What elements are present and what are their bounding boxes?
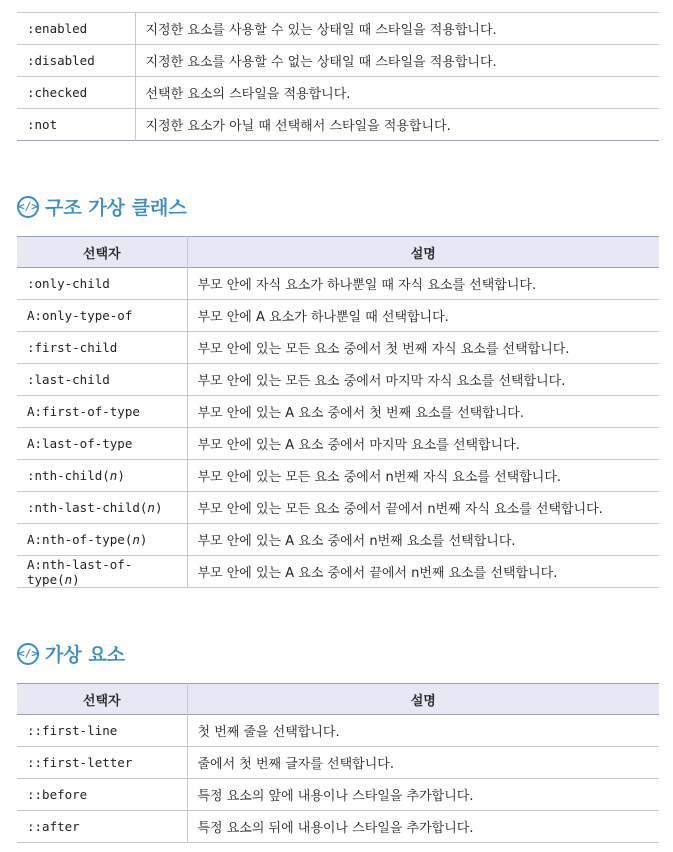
structural-pseudo-class-table	[17, 236, 659, 588]
description-cell: 지정한 요소를 사용할 수 없는 상태일 때 스타일을 적용합니다.	[145, 55, 497, 70]
table-row	[17, 332, 659, 364]
table-row	[17, 715, 659, 747]
selector-cell: A:nth-of-type(n)	[17, 524, 187, 556]
table-row	[17, 556, 659, 588]
header-selector: 선택자	[17, 684, 187, 715]
selector-cell: ::first-line	[17, 715, 187, 747]
section-title: 가상 요소	[45, 644, 126, 666]
description-cell: 부모 안에 있는 A 요소 중에서 첫 번째 요소를 선택합니다.	[197, 406, 524, 421]
code-icon: </>	[17, 196, 39, 218]
table-row	[17, 109, 659, 141]
state-pseudo-class-table	[17, 12, 659, 141]
description-cell: 부모 안에 있는 모든 요소 중에서 끝에서 n번째 자식 요소를 선택합니다.	[197, 502, 603, 517]
pseudo-element-table	[17, 683, 659, 843]
code-icon: </>	[17, 643, 39, 665]
selector-cell: ::after	[17, 811, 187, 843]
description-cell: 지정한 요소가 아닐 때 선택해서 스타일을 적용합니다.	[145, 119, 451, 134]
table-row	[17, 492, 659, 524]
description-cell: 특정 요소의 뒤에 내용이나 스타일을 추가합니다.	[197, 821, 474, 836]
table-row	[17, 396, 659, 428]
description-cell: 줄에서 첫 번째 글자를 선택합니다.	[197, 757, 394, 772]
table-header-row	[17, 684, 659, 715]
selector-cell: :not	[17, 109, 135, 141]
table-row	[17, 268, 659, 300]
header-description: 설명	[187, 237, 659, 268]
section-title: 구조 가상 클래스	[45, 197, 187, 219]
description-cell: 부모 안에 있는 모든 요소 중에서 마지막 자식 요소를 선택합니다.	[197, 374, 566, 389]
selector-cell: A:first-of-type	[17, 396, 187, 428]
description-cell: 부모 안에 자식 요소가 하나뿐일 때 자식 요소를 선택합니다.	[197, 278, 537, 293]
table-row	[17, 811, 659, 843]
selector-cell: :only-child	[17, 268, 187, 300]
table-row	[17, 45, 659, 77]
description-cell: 지정한 요소를 사용할 수 있는 상태일 때 스타일을 적용합니다.	[145, 23, 497, 38]
table-row	[17, 300, 659, 332]
selector-cell: A:last-of-type	[17, 428, 187, 460]
description-cell: 특정 요소의 앞에 내용이나 스타일을 추가합니다.	[197, 789, 474, 804]
selector-cell: ::before	[17, 779, 187, 811]
selector-cell: :last-child	[17, 364, 187, 396]
selector-cell: :first-child	[17, 332, 187, 364]
description-cell: 부모 안에 있는 모든 요소 중에서 첫 번째 자식 요소를 선택합니다.	[197, 342, 570, 357]
selector-cell: :nth-last-child(n)	[17, 492, 187, 524]
selector-cell: :checked	[17, 77, 135, 109]
selector-cell: :enabled	[17, 13, 135, 45]
table-row	[17, 524, 659, 556]
description-cell: 부모 안에 있는 A 요소 중에서 n번째 요소를 선택합니다.	[197, 534, 516, 549]
header-description: 설명	[187, 684, 659, 715]
table-row	[17, 460, 659, 492]
selector-cell: ::first-letter	[17, 747, 187, 779]
table-row	[17, 77, 659, 109]
table-row	[17, 13, 659, 45]
pseudo-element-heading	[17, 640, 125, 667]
description-cell: 부모 안에 있는 A 요소 중에서 마지막 요소를 선택합니다.	[197, 438, 520, 453]
table-row	[17, 747, 659, 779]
table-row	[17, 779, 659, 811]
header-selector: 선택자	[17, 237, 187, 268]
table-row	[17, 428, 659, 460]
structural-pseudo-class-heading	[17, 193, 187, 220]
table-header-row	[17, 237, 659, 268]
description-cell: 부모 안에 A 요소가 하나뿐일 때 선택합니다.	[197, 310, 449, 325]
description-cell: 부모 안에 있는 A 요소 중에서 끝에서 n번째 요소를 선택합니다.	[197, 566, 558, 581]
table-row	[17, 364, 659, 396]
selector-cell: A:only-type-of	[17, 300, 187, 332]
selector-cell: A:nth-last-of-type(n)	[17, 556, 187, 588]
description-cell: 부모 안에 있는 모든 요소 중에서 n번째 자식 요소를 선택합니다.	[197, 470, 562, 485]
description-cell: 첫 번째 줄을 선택합니다.	[197, 725, 340, 740]
description-cell: 선택한 요소의 스타일을 적용합니다.	[145, 87, 351, 102]
selector-cell: :nth-child(n)	[17, 460, 187, 492]
selector-cell: :disabled	[17, 45, 135, 77]
